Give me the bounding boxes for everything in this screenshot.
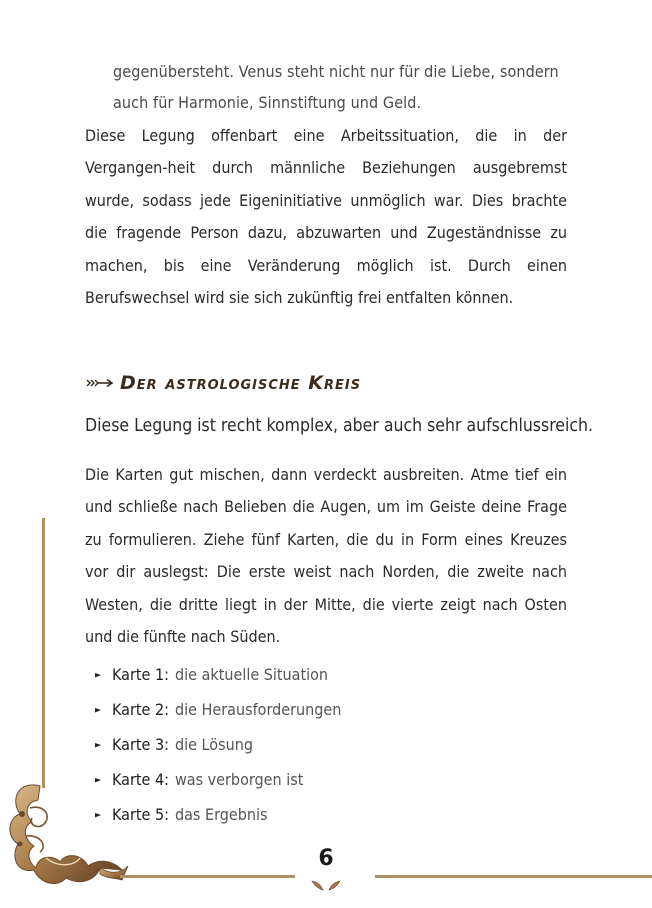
card-description: was verborgen ist <box>174 770 304 789</box>
section-lead: Diese Legung ist recht komplex, aber auch sehr aufschlussreich. <box>85 416 593 436</box>
section-title: Der astrologische Kreis <box>120 372 362 394</box>
card-label: Karte 4: <box>112 770 169 789</box>
page-number-ornament-icon <box>311 880 341 892</box>
section-heading <box>86 369 361 397</box>
card-description: das Ergebnis <box>174 805 268 824</box>
footer-rule-left <box>120 875 295 878</box>
card-label: Karte 2: <box>112 700 169 719</box>
card-description: die Lösung <box>174 735 253 754</box>
paragraph-instructions: Die Karten gut mischen, dann verdeckt ausbreiten. Atme tief ein und schließe nach Belieben die Augen, um im Geiste deine Frage zu formulieren. Ziehe fünf Karten, die du in Form eines Kreuzes vor dir auslegst: Die erste weist nach Norden, die zweite nach Westen, die dritte liegt in der Mitte, die vierte zeigt nach Osten und die fünfte nach Süden. <box>85 465 567 647</box>
card-description: die aktuelle Situation <box>174 665 329 684</box>
paragraph-interpretation: Diese Legung offenbart eine Arbeitssituation, die in der Vergangen-heit durch männliche Beziehungen ausgebremst wurde, sodass jede Eigeninitiative unmöglich war. Dies brachte die fragende Person dazu, abzuwarten und Zugeständnisse zu machen, bis eine Veränderung möglich ist. Durch einen Berufswechsel wird sie sich zukünftig frei entfalten können. <box>85 126 567 308</box>
card-description: die Herausforderungen <box>174 700 342 719</box>
quote-line-1: gegenübersteht. Venus steht nicht nur für die Liebe, sondern <box>113 62 559 81</box>
card-label: Karte 3: <box>112 735 169 754</box>
quote-line-2: auch für Harmonie, Sinnstiftung und Geld. <box>113 93 422 112</box>
card-label: Karte 5: <box>112 805 169 824</box>
corner-ornament-icon <box>0 518 135 898</box>
page-number: 6 <box>318 846 334 871</box>
footer-rule-right <box>375 875 652 878</box>
arrow-right-icon <box>86 374 114 393</box>
card-label: Karte 1: <box>112 665 169 684</box>
quote-block <box>113 56 568 118</box>
